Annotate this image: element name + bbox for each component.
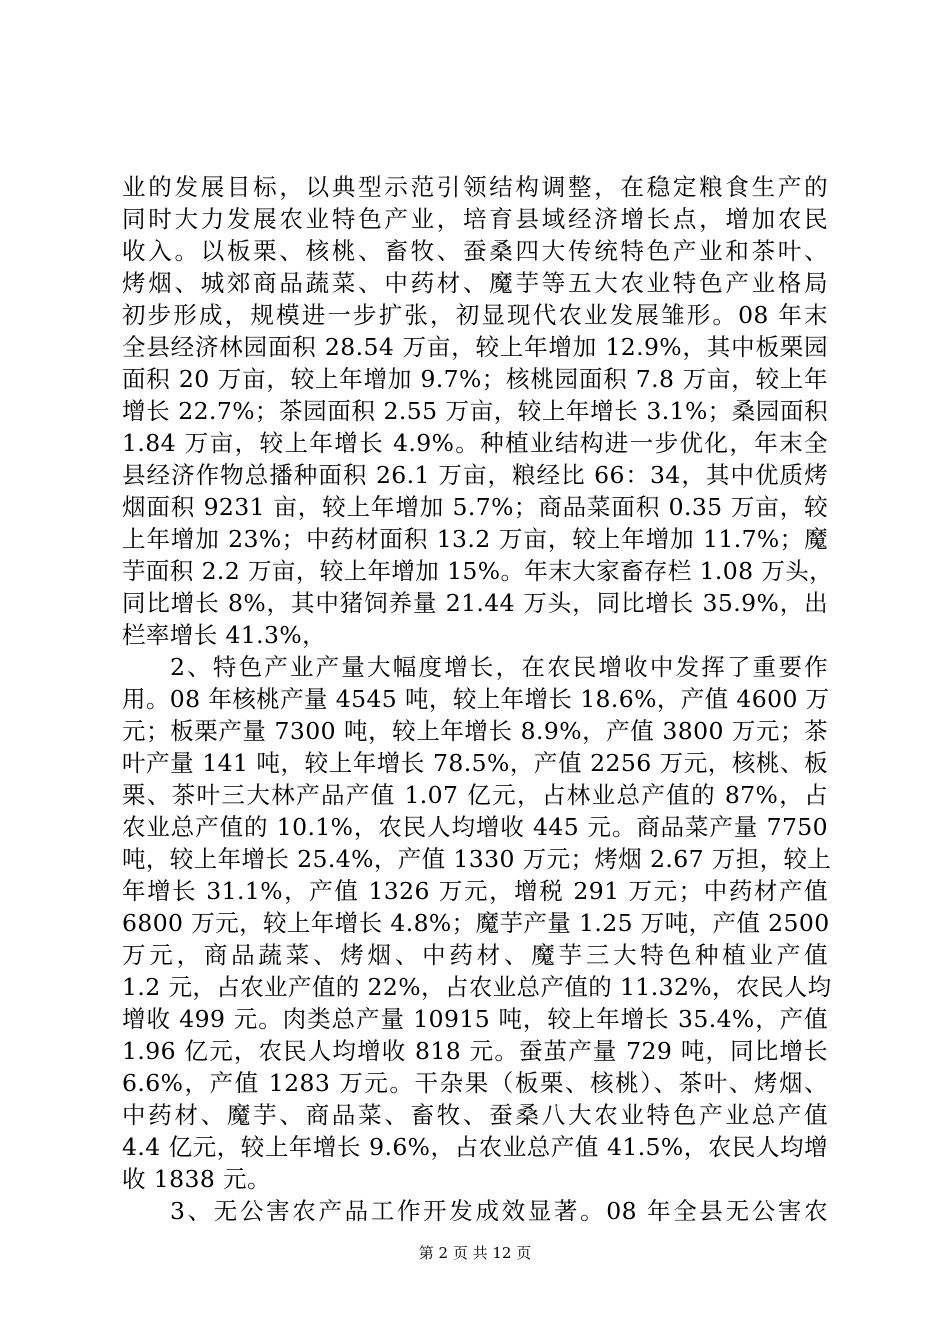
text-line: 同时大力发展农业特色产业，培育县域经济增长点，增加农民 (122, 205, 828, 233)
page-number-footer: 第 2 页 共 12 页 (418, 1244, 532, 1262)
text-line: 业的发展目标，以典型示范引领结构调整，在稳定粮食生产的 (122, 173, 828, 201)
text-line: 栗、茶叶三大林产品产值 1.07 亿元，占林业总产值的 87%，占 (122, 781, 828, 809)
paragraph-3 (122, 1195, 828, 1227)
text-line: 叶产量 141 吨，较上年增长 78.5%，产值 2256 万元，核桃、板 (122, 749, 828, 777)
text-line: 6800 万元，较上年增长 4.8%；魔芋产量 1.25 万吨，产值 2500 (122, 909, 830, 937)
text-line: 农业总产值的 10.1%，农民人均增收 445 元。商品菜产量 7750 (122, 813, 828, 841)
paragraph-1 (122, 171, 834, 651)
text-line: 中药材、魔芋、商品菜、畜牧、蚕桑八大农业特色产业总产值 (122, 1101, 828, 1129)
text-line: 栏率增长 41.3%， (122, 621, 327, 649)
text-line: 增长 22.7%；茶园面积 2.55 万亩，较上年增长 3.1%；桑园面积 (122, 397, 828, 425)
text-line: 2、特色产业产量大幅度增长，在农民增收中发挥了重要作 (170, 653, 828, 681)
text-line: 3、无公害农产品工作开发成效显著。08 年全县无公害农 (170, 1197, 828, 1225)
text-line: 元；板栗产量 7300 吨，较上年增长 8.9%，产值 3800 万元；茶 (122, 717, 828, 745)
text-line: 增收 499 元。肉类总产量 10915 吨，较上年增长 35.4%，产值 (122, 1005, 828, 1033)
text-line: 初步形成，规模进一步扩张，初显现代农业发展雏形。08 年末 (122, 301, 828, 329)
document-body (122, 171, 834, 1227)
text-line: 面积 20 万亩，较上年增加 9.7%；核桃园面积 7.8 万亩，较上年 (122, 365, 828, 393)
text-line: 用。08 年核桃产量 4545 吨，较上年增长 18.6%，产值 4600 万 (122, 685, 830, 713)
text-line: 同比增长 8%，其中猪饲养量 21.44 万头，同比增长 35.9%，出 (122, 589, 828, 617)
text-line: 芋面积 2.2 万亩，较上年增加 15%。年末大家畜存栏 1.08 万头， (122, 557, 834, 585)
text-line: 县经济作物总播种面积 26.1 万亩，粮经比 66：34，其中优质烤 (122, 461, 828, 489)
text-line: 上年增加 23%；中药材面积 13.2 万亩，较上年增加 11.7%；魔 (122, 525, 828, 553)
text-line: 1.2 元，占农业产值的 22%，占农业总产值的 11.32%，农民人均 (122, 973, 832, 1001)
text-line: 收 1838 元。 (122, 1165, 271, 1193)
text-line: 收入。以板栗、核桃、畜牧、蚕桑四大传统特色产业和茶叶、 (122, 237, 828, 265)
paragraph-2 (122, 651, 832, 1195)
text-line: 烟面积 9231 亩，较上年增加 5.7%；商品菜面积 0.35 万亩，较 (122, 493, 828, 521)
text-line: 6.6%，产值 1283 万元。干杂果（板栗、核桃）、茶叶、烤烟、 (122, 1069, 828, 1097)
text-line: 4.4 亿元，较上年增长 9.6%，占农业总产值 41.5%，农民人均增 (122, 1133, 828, 1161)
text-line: 1.84 万亩，较上年增长 4.9%。种植业结构进一步优化，年末全 (122, 429, 828, 457)
text-line: 年增长 31.1%，产值 1326 万元，增税 291 万元；中药材产值 (122, 877, 828, 905)
text-line: 烤烟、城郊商品蔬菜、中药材、魔芋等五大农业特色产业格局 (122, 269, 828, 297)
text-line: 全县经济林园面积 28.54 万亩，较上年增加 12.9%，其中板栗园 (122, 333, 828, 361)
text-line: 吨，较上年增长 25.4%，产值 1330 万元；烤烟 2.67 万担，较上 (122, 845, 832, 873)
text-line: 1.96 亿元，农民人均增收 818 元。蚕茧产量 729 吨，同比增长 (122, 1037, 828, 1065)
text-line: 万元，商品蔬菜、烤烟、中药材、魔芋三大特色种植业产值 (122, 941, 828, 969)
